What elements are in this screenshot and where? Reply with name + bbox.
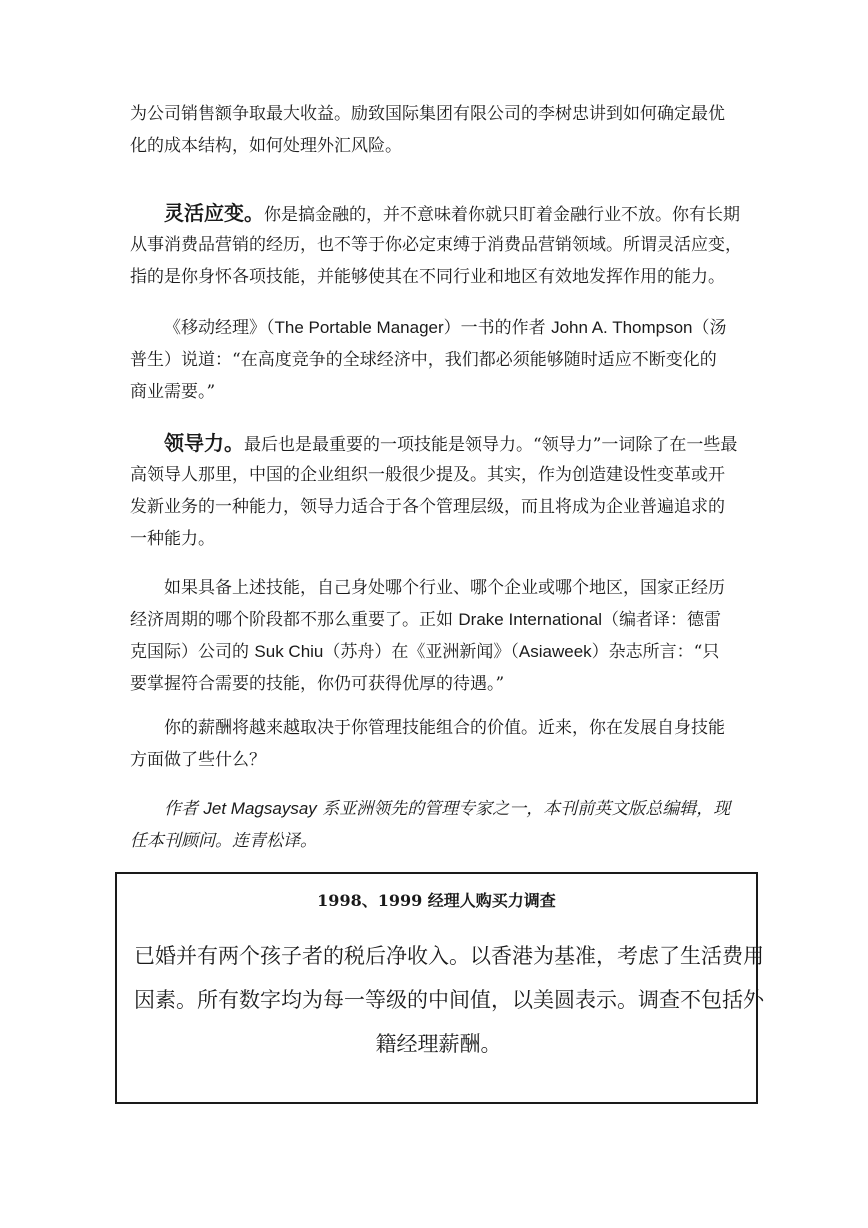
section-heading-leadership: 领导力。 (164, 431, 244, 455)
text-line: 籍经理薪酬。 (375, 1032, 502, 1056)
text-span: 最后也是最重要的一项技能是领导力。“领导力”一词除了在一些最 (244, 435, 738, 455)
company-name: Drake International (458, 610, 603, 629)
text-span: 系亚洲领先的管理专家之一，本刊前英文版总编辑，现 (316, 799, 731, 819)
text-line: 商业需要。” (130, 382, 216, 402)
survey-box-title: 1998、1999 经理人购买力调查 (317, 891, 556, 910)
survey-box (115, 872, 764, 1104)
person-name: Suk Chiu (254, 642, 324, 661)
paragraph-salary-question (130, 712, 750, 776)
text-line: 高领导人那里，中国的企业组织一般很少提及。其实，作为创造建设性变革或开 (130, 465, 725, 485)
text-span: ）一书的作者 (443, 318, 552, 338)
text-line: 从事消费品营销的经历，也不等于你必定束缚于消费品营销领域。所谓灵活应变， (130, 235, 742, 255)
text-line: 因素。所有数字均为每一等级的中间值，以美圆表示。调查不包括外 (134, 988, 764, 1012)
paragraph-flexibility (130, 197, 750, 293)
magazine-name: Asiaweek (518, 642, 592, 661)
text-line: 已婚并有两个孩子者的税后净收入。以香港为基准，考虑了生活费用 (134, 944, 764, 968)
text-span: 作者 (164, 799, 204, 819)
book-title: The Portable Manager (274, 318, 444, 337)
text-span: 克国际）公司的 (130, 642, 255, 662)
text-span: 你是搞金融的，并不意味着你就只盯着金融行业不放。你有长期 (264, 205, 740, 225)
text-span: 经济周期的哪个阶段都不那么重要了。正如 (130, 610, 459, 630)
text-line: 方面做了些什么？ (130, 750, 266, 770)
text-line: 为公司销售额争取最大收益。励致国际集团有限公司的李树忠讲到如何确定最优 (130, 104, 725, 124)
paragraph-leadership (130, 427, 750, 555)
text-line: 任本刊顾问。连青松译。 (130, 831, 317, 851)
text-line (130, 312, 750, 344)
text-span: （苏舟）在《亚洲新闻》（ (323, 642, 519, 662)
text-span: ）杂志所言：“只 (591, 642, 720, 662)
paragraph-cost-structure (130, 98, 750, 162)
text-line (130, 427, 750, 459)
section-heading-flexibility: 灵活应变。 (164, 201, 264, 225)
author-name: John A. Thompson (551, 318, 693, 337)
text-line: 普生）说道：“在高度竞争的全球经济中，我们都必须能够随时适应不断变化的 (130, 350, 717, 370)
text-line: 发新业务的一种能力，领导力适合于各个管理层级，而且将成为企业普遍追求的 (130, 497, 725, 517)
text-span: 《移动经理》（ (164, 318, 275, 338)
text-line (130, 636, 750, 668)
text-line: 你的薪酬将越来越取决于你管理技能组合的价值。近来，你在发展自身技能 (164, 718, 725, 738)
text-line (130, 604, 750, 636)
text-line: 一种能力。 (130, 529, 215, 549)
author-note (130, 793, 750, 857)
text-span: （编者译：德雷 (602, 610, 722, 630)
author-name: Jet Magsaysay (203, 799, 317, 818)
text-line (130, 793, 750, 825)
text-line: 如果具备上述技能，自己身处哪个行业、哪个企业或哪个地区，国家正经历 (164, 578, 725, 598)
paragraph-portable-manager-quote (130, 312, 750, 408)
text-line: 要掌握符合需要的技能，你仍可获得优厚的待遇。” (130, 674, 505, 694)
survey-box-description (134, 934, 764, 1066)
text-line: 化的成本结构，如何处理外汇风险。 (130, 136, 402, 156)
text-line (130, 197, 750, 229)
text-span: （汤 (692, 318, 727, 338)
text-line: 指的是你身怀各项技能，并能够使其在不同行业和地区有效地发挥作用的能力。 (130, 267, 725, 287)
paragraph-skills-matter (130, 572, 750, 700)
